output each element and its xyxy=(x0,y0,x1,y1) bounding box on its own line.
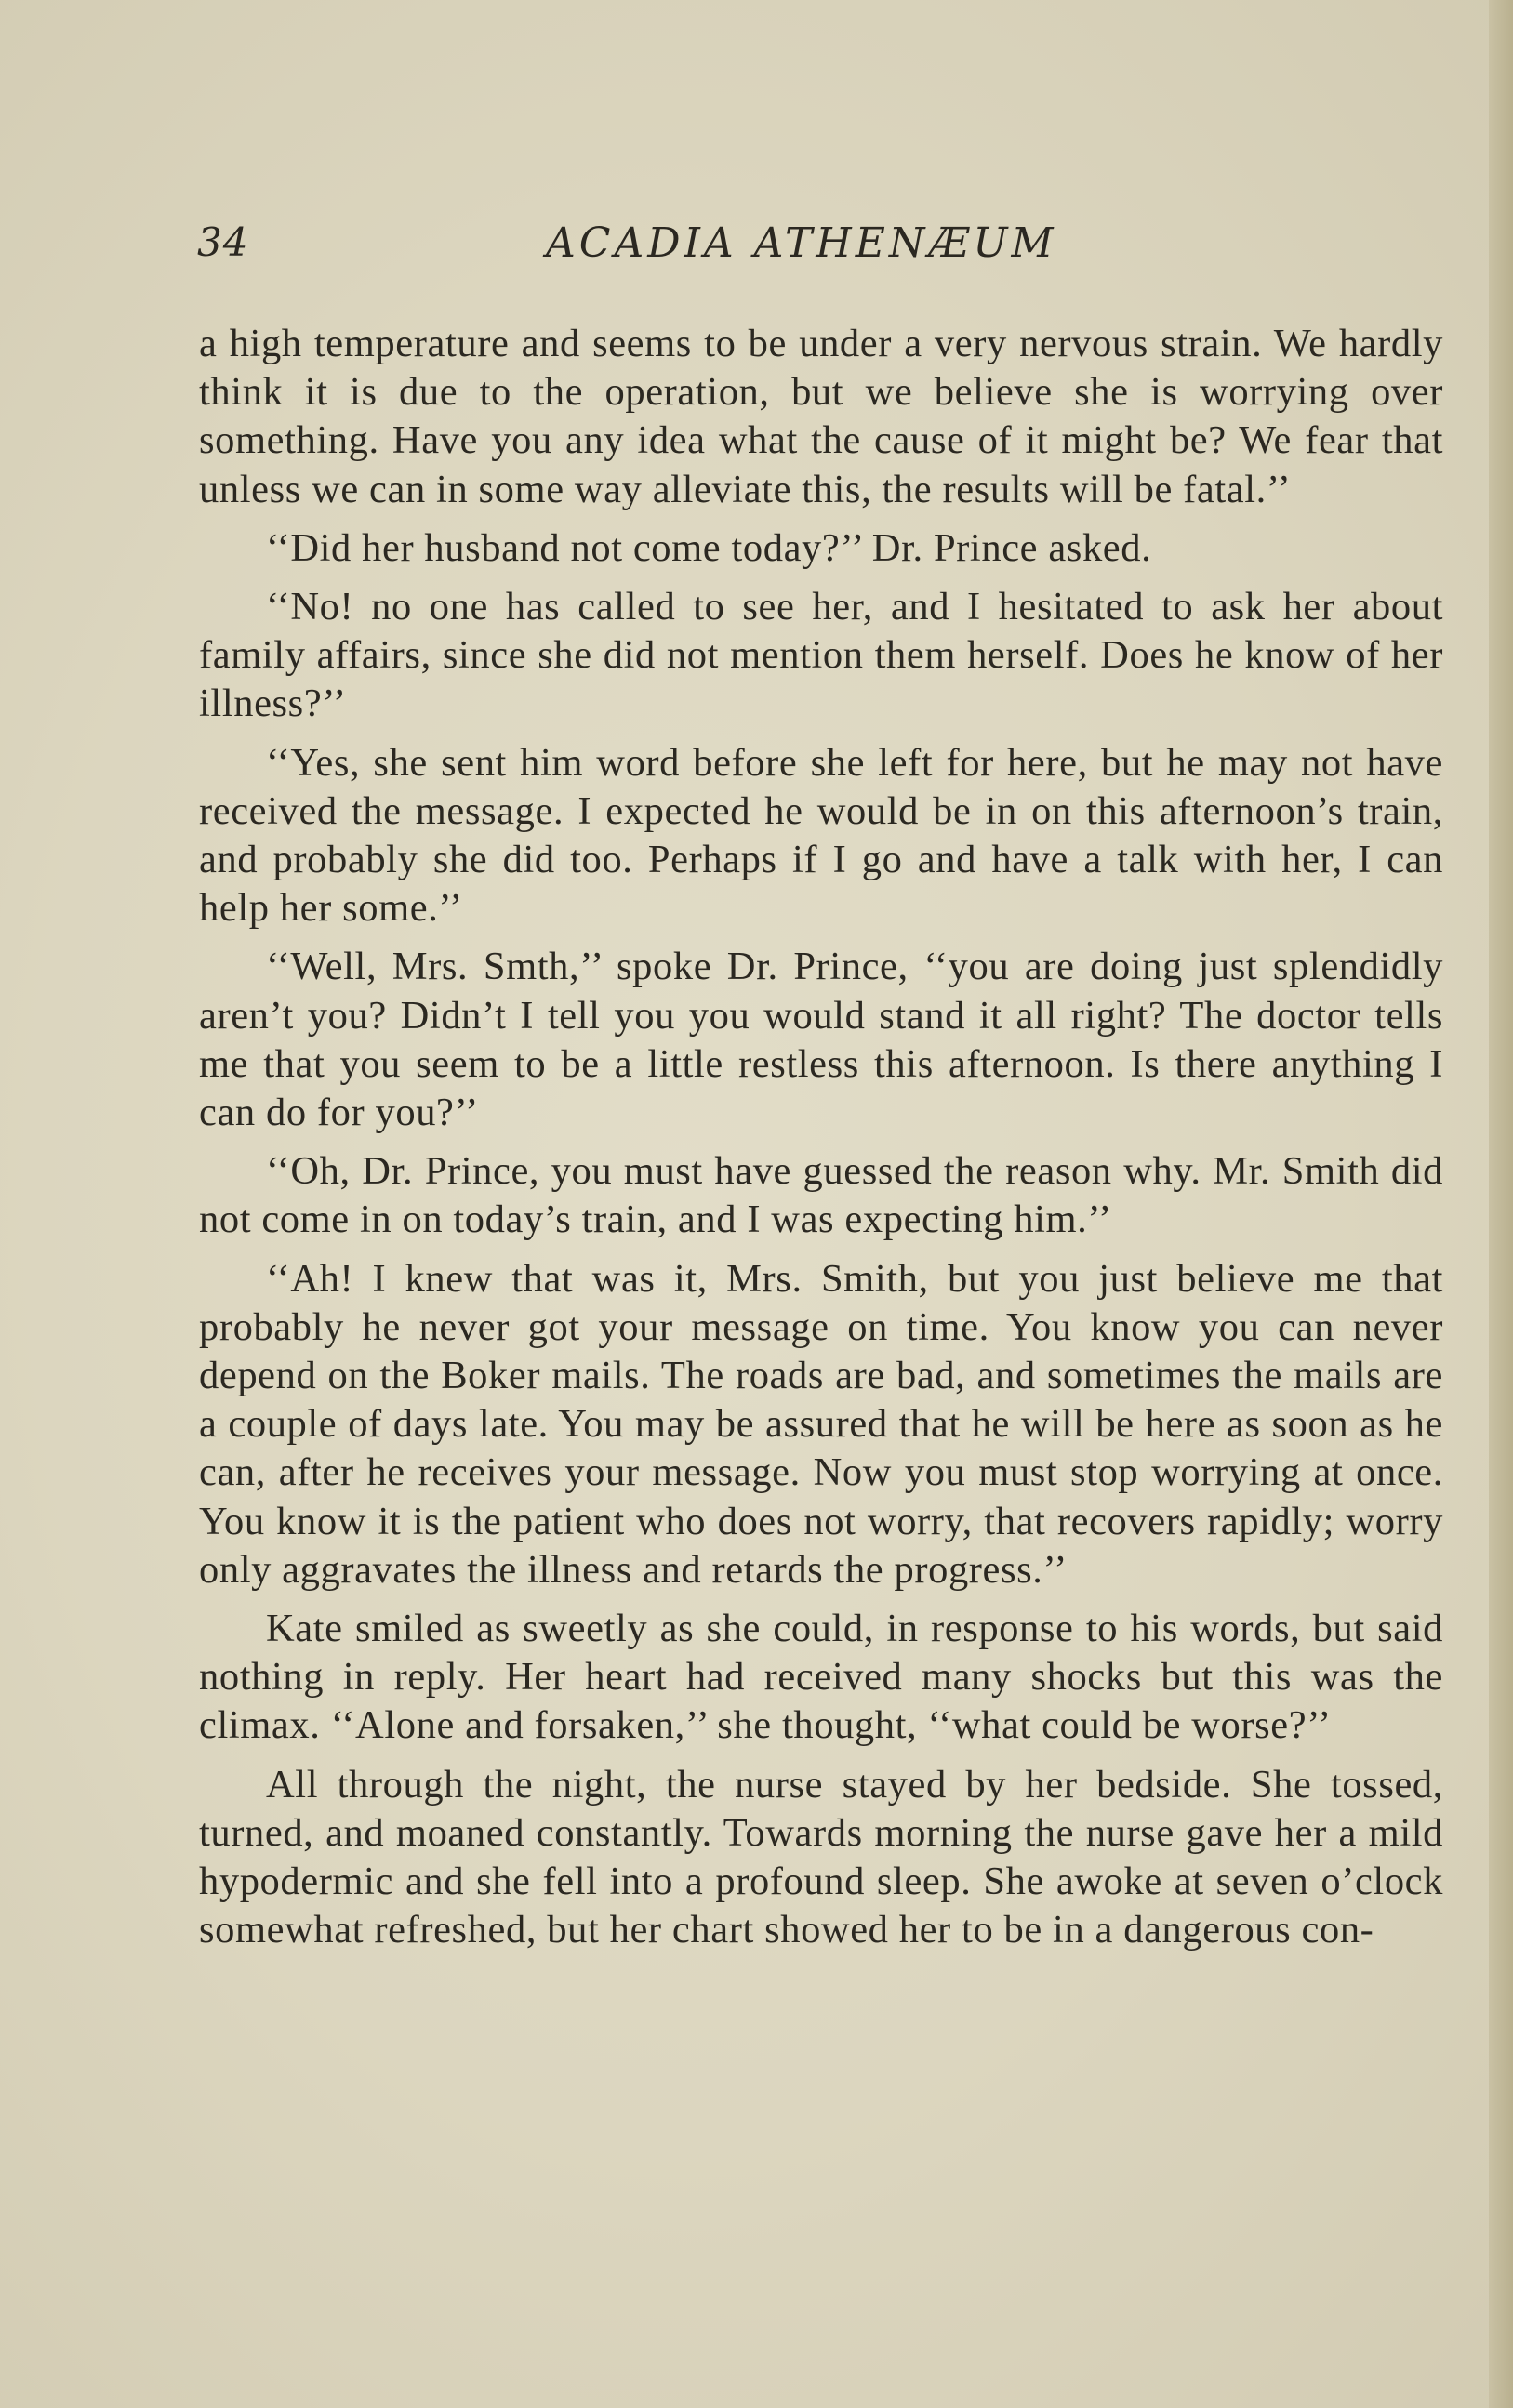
paragraph: ‘‘No! no one has called to see her, and I hesitated to ask her about family affairs, since she did not mention them herself. Does he know of her illness?’’ xyxy=(199,585,1443,726)
paragraph: ‘‘Well, Mrs. Smth,’’ spoke Dr. Prince, ‘‘you are doing just splendidly aren’t you? Didn’t I tell you you would stand it all right? The doctor tells me that you seem to be a little restless this afternoon. Is there anything I can do for you?’’ xyxy=(199,945,1443,1135)
running-header xyxy=(197,219,1443,275)
paragraph: ‘‘Yes, she sent him word before she left for here, but he may not have received the message. I expected he would be in on this afternoon’s train, and probably she did too. Perhaps if I go and have a talk with her, I can help her some.’’ xyxy=(199,740,1443,931)
paragraph: ‘‘Did her husband not come today?’’ Dr. Prince asked. xyxy=(266,525,1152,570)
paragraph: ‘‘Ah! I knew that was it, Mrs. Smith, but you just believe me that probably he never got your message on time. You know you can never depend on the Boker mails. The roads are bad, and sometimes the mails are a couple of days late. You may be assured that he will be here as soon as he can, after he receives your message. Now you must stop worrying at once. You know it is the patient who does not worry, that recovers rapidly; worry only aggravates the illness and retards the progress.’’ xyxy=(199,1256,1443,1592)
paragraph: All through the night, the nurse stayed by her bedside. She tossed, turned, and moaned constantly. Towards morning the nurse gave her a mild hypodermic and she fell into a profound sleep. She awoke at seven o’clock somewhat refreshed, but her chart showed her to be in a dangerous con- xyxy=(199,1762,1443,1952)
paragraph: Kate smiled as sweetly as she could, in response to his words, but said nothing in reply. Her heart had received many shocks but this was the climax. ‘‘Alone and forsaken,’’ she thought, ‘‘what could be worse?’’ xyxy=(199,1607,1443,1748)
paragraph: a high temperature and seems to be under a very nervous strain. We hardly think it is due to the operation, but we believe she is worrying over something. Have you any idea what the cause of it might be? We fear that unless we can in some way alleviate this, the results will be fatal.’’ xyxy=(199,322,1443,511)
running-title: ACADIA ATHENÆUM xyxy=(546,219,1057,267)
paragraph: ‘‘Oh, Dr. Prince, you must have guessed the reason why. Mr. Smith did not come in on today’s train, and I was expecting him.’’ xyxy=(199,1149,1443,1242)
page-number: 34 xyxy=(197,219,249,265)
page-edge-shadow xyxy=(1489,0,1513,2408)
body-text xyxy=(199,320,1443,1965)
